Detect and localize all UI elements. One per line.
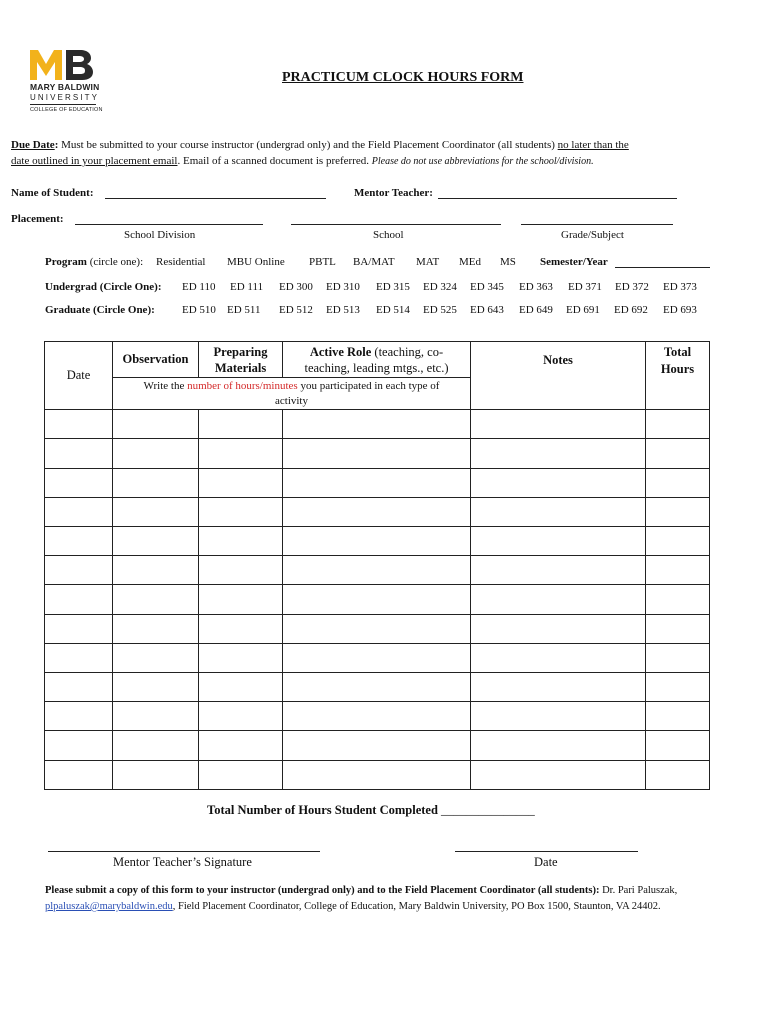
table-row	[45, 497, 710, 526]
footer-line-1	[45, 885, 677, 896]
total-cell[interactable]	[646, 731, 710, 760]
observation-cell[interactable]	[113, 410, 199, 439]
due-date-deadline: no later than the	[557, 139, 629, 151]
observation-cell[interactable]	[113, 614, 199, 643]
total-cell[interactable]	[646, 439, 710, 468]
program-label	[45, 256, 143, 268]
preparing-cell[interactable]	[199, 526, 283, 555]
preparing-cell[interactable]	[199, 585, 283, 614]
instruction-highlight: number of hours/minutes	[187, 380, 298, 393]
program-hint: (circle one):	[86, 256, 144, 268]
signature-date-caption: Date	[534, 855, 558, 869]
active-role-cell[interactable]	[283, 673, 471, 702]
active-role-note-2: teaching, leading mtgs., etc.)	[304, 360, 449, 375]
notes-cell[interactable]	[471, 614, 646, 643]
date-cell[interactable]	[45, 585, 113, 614]
notes-cell[interactable]	[471, 468, 646, 497]
preparing-cell[interactable]	[199, 614, 283, 643]
mentor-signature-caption: Mentor Teacher’s Signature	[113, 855, 252, 869]
logo-line-2: UNIVERSITY	[30, 93, 100, 102]
undergrad-course-ed372[interactable]: ED 372	[615, 281, 649, 293]
observation-cell[interactable]	[113, 556, 199, 585]
active-role-cell[interactable]	[283, 702, 471, 731]
footer-instructions: Please submit a copy of this form to your instructor (undergrad only) and to the Field Placement Coordinator (all students)	[45, 885, 596, 896]
undergrad-course-ed110[interactable]: ED 110	[182, 281, 216, 293]
date-cell[interactable]	[45, 643, 113, 672]
total-cell[interactable]	[646, 585, 710, 614]
mentor-signature-field[interactable]	[48, 851, 320, 852]
due-date-colon: :	[54, 139, 59, 151]
semester-year-label: Semester/Year	[540, 256, 608, 268]
active-role-cell[interactable]	[283, 585, 471, 614]
date-cell[interactable]	[45, 468, 113, 497]
total-cell[interactable]	[646, 497, 710, 526]
notes-cell[interactable]	[471, 673, 646, 702]
observation-header: Observation	[113, 342, 199, 378]
mentor-teacher-field[interactable]	[438, 198, 677, 199]
date-cell[interactable]	[45, 556, 113, 585]
logo-line-1: MARY BALDWIN	[30, 82, 100, 92]
active-role-cell[interactable]	[283, 614, 471, 643]
due-date-line-1	[11, 139, 629, 151]
active-role-note-1: (teaching, co-	[371, 344, 444, 359]
table-row	[45, 556, 710, 585]
table-row	[45, 760, 710, 789]
total-cell[interactable]	[646, 526, 710, 555]
footer-colon: :	[595, 885, 600, 896]
observation-cell[interactable]	[113, 585, 199, 614]
program-option-mat[interactable]: MAT	[416, 256, 440, 268]
table-row	[45, 468, 710, 497]
preparing-cell[interactable]	[199, 468, 283, 497]
observation-cell[interactable]	[113, 497, 199, 526]
table-row	[45, 643, 710, 672]
total-hours-line	[207, 803, 535, 818]
undergrad-course-ed363[interactable]: ED 363	[519, 281, 553, 293]
observation-cell[interactable]	[113, 439, 199, 468]
grade-subject-caption: Grade/Subject	[561, 229, 624, 241]
preparing-cell[interactable]	[199, 439, 283, 468]
school-division-field[interactable]	[75, 224, 263, 225]
semester-year-field[interactable]	[615, 267, 710, 268]
table-header-row	[45, 342, 710, 378]
observation-cell[interactable]	[113, 731, 199, 760]
due-date-text: Must be submitted to your course instructor (undergrad only) and the Field Placement Coordinator (all students)	[58, 139, 558, 151]
grade-subject-field[interactable]	[521, 224, 673, 225]
active-role-cell[interactable]	[283, 731, 471, 760]
table-body	[45, 410, 710, 790]
table-row	[45, 673, 710, 702]
preparing-cell[interactable]	[199, 497, 283, 526]
active-role-cell[interactable]	[283, 468, 471, 497]
program-option-med[interactable]: MEd	[459, 256, 481, 268]
school-field[interactable]	[291, 224, 501, 225]
total-hours-header-2: Hours	[660, 362, 695, 376]
date-header: Date	[45, 342, 113, 410]
active-role-cell[interactable]	[283, 439, 471, 468]
undergrad-course-ed371[interactable]: ED 371	[568, 281, 602, 293]
graduate-course-ed691[interactable]: ED 691	[566, 304, 600, 316]
university-logo	[28, 48, 108, 120]
page-title: PRACTICUM CLOCK HOURS FORM	[282, 70, 524, 85]
table-row	[45, 410, 710, 439]
total-cell[interactable]	[646, 468, 710, 497]
graduate-course-ed525[interactable]: ED 525	[423, 304, 457, 316]
abbreviation-note: Please do not use abbreviations for the school/division.	[371, 156, 594, 167]
notes-cell[interactable]	[471, 497, 646, 526]
student-name-label: Name of Student:	[11, 187, 94, 199]
table-row	[45, 439, 710, 468]
graduate-course-ed510[interactable]: ED 510	[182, 304, 216, 316]
total-cell[interactable]	[646, 673, 710, 702]
notes-cell[interactable]	[471, 760, 646, 789]
instruction-line-2: activity	[275, 395, 308, 408]
date-cell[interactable]	[45, 731, 113, 760]
observation-cell[interactable]	[113, 468, 199, 497]
preparing-cell[interactable]	[199, 702, 283, 731]
notes-cell[interactable]	[471, 556, 646, 585]
graduate-course-ed643[interactable]: ED 643	[470, 304, 504, 316]
preparing-cell[interactable]	[199, 410, 283, 439]
student-name-field[interactable]	[105, 198, 326, 199]
signature-date-field[interactable]	[455, 851, 638, 852]
graduate-course-ed513[interactable]: ED 513	[326, 304, 360, 316]
observation-cell[interactable]	[113, 643, 199, 672]
active-role-cell[interactable]	[283, 410, 471, 439]
undergrad-course-ed310[interactable]: ED 310	[326, 281, 360, 293]
graduate-course-ed514[interactable]: ED 514	[376, 304, 410, 316]
undergrad-course-ed300[interactable]: ED 300	[279, 281, 313, 293]
undergrad-label: Undergrad (Circle One):	[45, 281, 162, 293]
observation-cell[interactable]	[113, 760, 199, 789]
active-role-title: Active Role	[309, 344, 372, 359]
active-role-cell[interactable]	[283, 556, 471, 585]
active-role-header	[283, 342, 471, 378]
graduate-course-ed512[interactable]: ED 512	[279, 304, 313, 316]
footer-address: , Field Placement Coordinator, College of Education, Mary Baldwin University, PO Box 1500, Staunton, VA 24402.	[172, 901, 661, 912]
preparing-cell[interactable]	[199, 731, 283, 760]
table-row	[45, 585, 710, 614]
instruction-pre: Write the	[143, 380, 188, 393]
active-role-cell[interactable]	[283, 526, 471, 555]
mentor-teacher-label: Mentor Teacher:	[354, 187, 433, 199]
total-hours-field[interactable]: _______________	[441, 803, 535, 817]
notes-header: Notes	[471, 342, 646, 410]
observation-cell[interactable]	[113, 526, 199, 555]
active-role-cell[interactable]	[283, 760, 471, 789]
coordinator-email-link[interactable]: plpaluszak@marybaldwin.edu	[45, 901, 173, 912]
date-cell[interactable]	[45, 614, 113, 643]
preparing-cell[interactable]	[199, 673, 283, 702]
active-role-cell[interactable]	[283, 497, 471, 526]
program-option-mbu-online[interactable]: MBU Online	[227, 256, 285, 268]
program-option-residential[interactable]: Residential	[156, 256, 206, 268]
logo-rule	[30, 104, 96, 105]
graduate-course-ed511[interactable]: ED 511	[227, 304, 261, 316]
observation-cell[interactable]	[113, 702, 199, 731]
total-cell[interactable]	[646, 410, 710, 439]
notes-cell[interactable]	[471, 643, 646, 672]
placement-label: Placement:	[11, 213, 64, 225]
preparing-cell[interactable]	[199, 643, 283, 672]
notes-cell[interactable]	[471, 702, 646, 731]
total-hours-header	[646, 342, 710, 410]
footer-contact-name: Dr. Pari Paluszak,	[599, 885, 678, 896]
notes-cell[interactable]	[471, 439, 646, 468]
clock-hours-table	[44, 341, 710, 790]
program-label-text: Program	[45, 256, 87, 268]
date-cell[interactable]	[45, 439, 113, 468]
date-cell[interactable]	[45, 526, 113, 555]
undergrad-course-ed373[interactable]: ED 373	[663, 281, 697, 293]
total-cell[interactable]	[646, 556, 710, 585]
due-date-label: Due Date	[11, 139, 55, 151]
due-date-line-2	[11, 155, 594, 167]
table-row	[45, 526, 710, 555]
preparing-cell[interactable]	[199, 556, 283, 585]
date-cell[interactable]	[45, 410, 113, 439]
table-instruction	[113, 378, 471, 410]
notes-cell[interactable]	[471, 410, 646, 439]
preparing-materials-header: Preparing Materials	[199, 342, 283, 378]
notes-cell[interactable]	[471, 585, 646, 614]
preparing-cell[interactable]	[199, 760, 283, 789]
instruction-post: you participated in each type of	[297, 380, 440, 393]
table-row	[45, 614, 710, 643]
date-cell[interactable]	[45, 702, 113, 731]
mb-monogram-logo	[28, 48, 98, 82]
table-row	[45, 702, 710, 731]
notes-cell[interactable]	[471, 526, 646, 555]
program-option-ba-mat[interactable]: BA/MAT	[353, 256, 395, 268]
undergrad-course-ed345[interactable]: ED 345	[470, 281, 504, 293]
active-role-cell[interactable]	[283, 643, 471, 672]
program-option-pbtl[interactable]: PBTL	[309, 256, 336, 268]
total-hours-label: Total Number of Hours Student Completed	[207, 803, 438, 817]
graduate-course-ed649[interactable]: ED 649	[519, 304, 553, 316]
due-date-email-note: . Email of a scanned document is preferred.	[177, 155, 372, 167]
program-option-ms[interactable]: MS	[500, 256, 516, 268]
date-cell[interactable]	[45, 760, 113, 789]
notes-cell[interactable]	[471, 731, 646, 760]
due-date-deadline-2: date outlined in your placement email	[11, 155, 178, 167]
graduate-course-ed693[interactable]: ED 693	[663, 304, 697, 316]
total-cell[interactable]	[646, 614, 710, 643]
date-cell[interactable]	[45, 673, 113, 702]
undergrad-course-ed111[interactable]: ED 111	[230, 281, 264, 293]
undergrad-course-ed315[interactable]: ED 315	[376, 281, 410, 293]
total-cell[interactable]	[646, 643, 710, 672]
graduate-label: Graduate (Circle One):	[45, 304, 155, 316]
date-cell[interactable]	[45, 497, 113, 526]
undergrad-course-ed324[interactable]: ED 324	[423, 281, 457, 293]
school-division-caption: School Division	[124, 229, 196, 241]
total-hours-header-1: Total	[663, 345, 692, 359]
total-cell[interactable]	[646, 760, 710, 789]
table-row	[45, 731, 710, 760]
observation-cell[interactable]	[113, 673, 199, 702]
total-cell[interactable]	[646, 702, 710, 731]
graduate-course-ed692[interactable]: ED 692	[614, 304, 648, 316]
school-caption: School	[373, 229, 404, 241]
logo-line-3: COLLEGE OF EDUCATION	[30, 107, 103, 113]
footer-line-2	[45, 901, 661, 912]
